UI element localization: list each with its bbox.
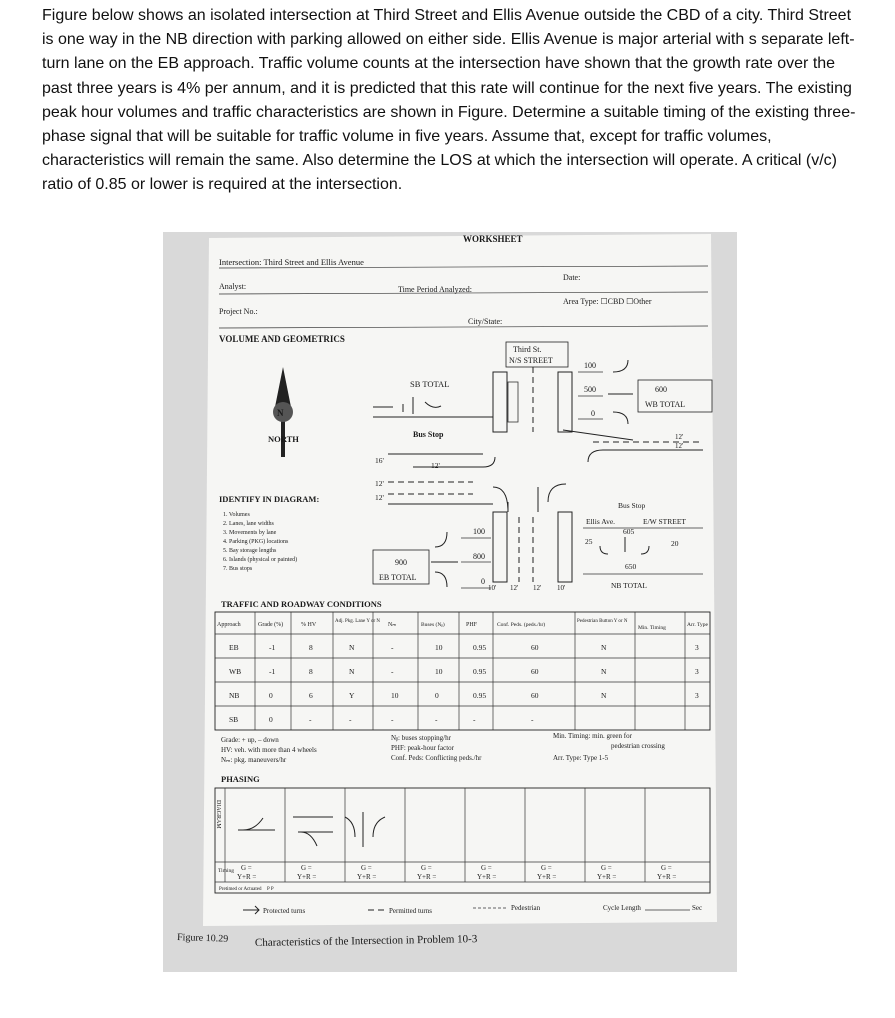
lane-width-w1: 16' xyxy=(375,456,384,465)
cell-r2-c1: 0 xyxy=(269,691,273,700)
lane-width-w4: 12' xyxy=(375,493,384,502)
th-phf: PHF xyxy=(466,622,478,628)
cell-r3-c0: SB xyxy=(229,715,239,724)
cell-r0-c2: 8 xyxy=(309,643,313,652)
north-label: NORTH xyxy=(268,434,299,444)
note-mid-1: Nᵦ: buses stopping/hr xyxy=(391,734,451,742)
cell-r2-c5: 0 xyxy=(435,691,439,700)
permitted-label: Permitted turns xyxy=(389,907,432,915)
cell-r1-c5: 10 xyxy=(435,667,443,676)
cell-r0-c10: 3 xyxy=(695,643,699,652)
eb-volume-right: 0 xyxy=(481,577,485,586)
problem-statement: Figure below shows an isolated intersection at Third Street and Ellis Avenue outside the CBD of a city. Third Street is one way in the NB direction with parking allowed on either side. Ellis Avenue is major arterial with s separate left-turn lane on the EB approach. Traffic volume counts at the intersection have shown that the growth rate over the past three years is 4% per annum, and it is predicted that this rate will continue for the next five years. The existing peak hour volumes and traffic characteristics are shown in Figure. Determine a suitable timing of the existing three-phase signal that will be suitable for traffic volume in five years. Assume that, except for traffic volumes, characteristics will remain the same. Also determine the LOS at which the intersection will operate. A critical (v/c) ratio of 0.85 or lower is required at the intersection. xyxy=(42,7,856,194)
cell-r2-c0: NB xyxy=(229,691,240,700)
identify-item-7: 7. Bus stops xyxy=(223,566,253,572)
th-peds: Conf. Peds. (peds./hr) xyxy=(497,622,546,628)
svg-text:N: N xyxy=(277,408,284,418)
timing-yr-5: Y+R = xyxy=(477,873,497,881)
identify-item-2: 2. Lanes, lane widths xyxy=(223,521,274,527)
cell-r0-c7: 60 xyxy=(531,643,539,652)
timing-green-1: G = xyxy=(241,864,252,872)
worksheet-figure xyxy=(163,232,737,972)
cycle-length-label: Cycle Length xyxy=(603,904,641,912)
volume-geometrics-title: VOLUME AND GEOMETRICS xyxy=(219,334,345,344)
cell-r1-c6: 0.95 xyxy=(473,667,487,676)
cell-r3-c4: - xyxy=(391,715,394,724)
bus-stop-north: Bus Stop xyxy=(413,430,444,439)
figure-number: Figure 10.29 xyxy=(176,932,229,945)
cell-r3-c5: - xyxy=(435,715,438,724)
identify-item-6: 6. Islands (physical or painted) xyxy=(223,557,298,563)
identify-item-4: 4. Parking (PKG) locations xyxy=(223,539,289,545)
bus-stop-east: Bus Stop xyxy=(618,501,646,510)
cell-r2-c10: 3 xyxy=(695,691,699,700)
cell-r2-c6: 0.95 xyxy=(473,691,487,700)
cell-r1-c7: 60 xyxy=(531,667,539,676)
cell-r0-c1: -1 xyxy=(269,643,276,652)
wb-total-value: 600 xyxy=(655,385,667,394)
th-min-timing: Min. Timing xyxy=(638,625,666,631)
timing-green-7: G = xyxy=(601,864,612,872)
cell-r0-c4: - xyxy=(391,643,394,652)
cell-r1-c10: 3 xyxy=(695,667,699,676)
time-period-field: Time Period Analyzed: xyxy=(398,285,472,294)
intersection-field: Intersection: Third Street and Ellis Avenue xyxy=(219,257,364,267)
cell-r3-c1: 0 xyxy=(269,715,273,724)
note-mid-2: PHF: peak-hour factor xyxy=(391,744,454,752)
timing-yr-4: Y+R = xyxy=(417,873,437,881)
nb-volume-right: 20 xyxy=(671,539,679,548)
cell-r3-c7: - xyxy=(531,715,534,724)
cell-r1-c3: N xyxy=(349,667,355,676)
timing-green-3: G = xyxy=(361,864,372,872)
ew-street-name: Ellis Ave. xyxy=(586,517,616,526)
wb-volume-right: 0 xyxy=(591,409,595,418)
note-left-2: HV: veh. with more than 4 wheels xyxy=(221,746,317,754)
nb-total-value: 650 xyxy=(625,562,637,571)
analyst-field: Analyst: xyxy=(219,282,247,291)
th-pkg: Adj. Pkg. Lane Y or N xyxy=(335,619,381,624)
cell-r3-c2: - xyxy=(309,715,312,724)
lane-width-e2: 12' xyxy=(675,442,684,450)
cell-r0-c3: N xyxy=(349,643,355,652)
cell-r1-c8: N xyxy=(601,667,607,676)
cell-r0-c6: 0.95 xyxy=(473,643,487,652)
timing-green-4: G = xyxy=(421,864,432,872)
timing-green-8: G = xyxy=(661,864,672,872)
timing-green-2: G = xyxy=(301,864,312,872)
identify-item-5: 5. Bay storage lengths xyxy=(223,548,277,554)
cell-r0-c5: 10 xyxy=(435,643,443,652)
area-type-field: Area Type: ☐CBD ☐Other xyxy=(563,297,652,306)
th-grade: Grade (%) xyxy=(258,622,284,628)
note-left-1: Grade: + up, – down xyxy=(221,736,279,744)
eb-total-value: 900 xyxy=(395,558,407,567)
figure-caption: Characteristics of the Intersection in Problem 10-3 xyxy=(254,933,478,949)
nb-width-2: 12' xyxy=(510,584,519,592)
timing-yr-6: Y+R = xyxy=(537,873,557,881)
protected-label: Protected turns xyxy=(263,907,306,915)
th-arr-type: Arr. Type xyxy=(687,622,708,628)
identify-item-1: 1. Volumes xyxy=(223,512,250,518)
nb-volume-through: 605 xyxy=(623,527,635,536)
sb-total-label: SB TOTAL xyxy=(410,379,450,389)
note-mid-3: Conf. Peds: Conflicting peds./hr xyxy=(391,754,482,762)
cell-r2-c7: 60 xyxy=(531,691,539,700)
cell-r3-c6: - xyxy=(473,715,476,724)
date-field: Date: xyxy=(563,273,581,282)
timing-yr-3: Y+R = xyxy=(357,873,377,881)
timing-yr-7: Y+R = xyxy=(597,873,617,881)
cell-r2-c3: Y xyxy=(349,691,355,700)
timing-yr-8: Y+R = xyxy=(657,873,677,881)
timing-yr-1: Y+R = xyxy=(237,873,257,881)
th-approach: Approach xyxy=(217,622,241,628)
th-nm: Nₘ xyxy=(388,622,397,628)
nb-total-label: NB TOTAL xyxy=(611,581,647,590)
wb-volume-through: 500 xyxy=(584,385,596,394)
note-right-1: Min. Timing: min. green for xyxy=(553,732,632,740)
identify-title: IDENTIFY IN DIAGRAM: xyxy=(219,494,320,504)
lane-width-e1: 12' xyxy=(675,433,684,441)
worksheet-photo xyxy=(163,232,737,972)
timing-yr-2: Y+R = xyxy=(297,873,317,881)
pedestrian-label: Pedestrian xyxy=(511,904,541,912)
lane-width-w3: 12' xyxy=(375,479,384,488)
nb-volume-left: 25 xyxy=(585,537,593,546)
wb-total-label: WB TOTAL xyxy=(645,400,686,409)
cell-r1-c1: -1 xyxy=(269,667,276,676)
lane-width-w2: 12' xyxy=(431,461,440,470)
nb-width-3: 12' xyxy=(533,584,542,592)
pp-label: P P xyxy=(267,887,274,892)
cell-r1-c0: WB xyxy=(229,667,242,676)
note-right-3: Arr. Type: Type 1-5 xyxy=(553,754,609,762)
sec-label: Sec xyxy=(692,904,703,912)
th-hv: % HV xyxy=(301,622,317,628)
cell-r1-c2: 8 xyxy=(309,667,313,676)
eb-volume-left: 100 xyxy=(473,527,485,536)
th-buses: Buses (Nᵦ) xyxy=(421,622,445,628)
timing-green-6: G = xyxy=(541,864,552,872)
cell-r2-c4: 10 xyxy=(391,691,399,700)
project-no-field: Project No.: xyxy=(219,307,258,316)
worksheet-header: WORKSHEET xyxy=(463,234,523,244)
city-state-field: City/State: xyxy=(468,317,503,326)
ew-street-label: E/W STREET xyxy=(643,517,686,526)
nb-width-4: 10' xyxy=(557,584,566,592)
conditions-title: TRAFFIC AND ROADWAY CONDITIONS xyxy=(221,599,382,609)
diagram-label: DIAGRAM xyxy=(215,800,221,829)
pretimed-label: Pretimed or Actuated xyxy=(219,887,262,892)
timing-green-5: G = xyxy=(481,864,492,872)
nb-width-1: 10' xyxy=(488,584,497,592)
note-right-2: pedestrian crossing xyxy=(611,742,665,750)
ns-street-name: Third St. xyxy=(513,345,542,354)
phasing-title: PHASING xyxy=(221,774,260,784)
cell-r1-c4: - xyxy=(391,667,394,676)
th-ped-button: Pedestrian Button Y or N xyxy=(577,619,628,624)
identify-item-3: 3. Movements by lane xyxy=(223,530,277,536)
wb-volume-left: 100 xyxy=(584,361,596,370)
timing-label: Timing xyxy=(218,868,235,874)
eb-total-label: EB TOTAL xyxy=(379,573,417,582)
ns-street-label: N/S STREET xyxy=(509,356,553,365)
eb-volume-through: 800 xyxy=(473,552,485,561)
cell-r0-c8: N xyxy=(601,643,607,652)
cell-r0-c0: EB xyxy=(229,643,239,652)
cell-r3-c3: - xyxy=(349,715,352,724)
note-left-3: Nₘ: pkg. maneuvers/hr xyxy=(221,756,287,764)
cell-r2-c8: N xyxy=(601,691,607,700)
cell-r2-c2: 6 xyxy=(309,691,313,700)
